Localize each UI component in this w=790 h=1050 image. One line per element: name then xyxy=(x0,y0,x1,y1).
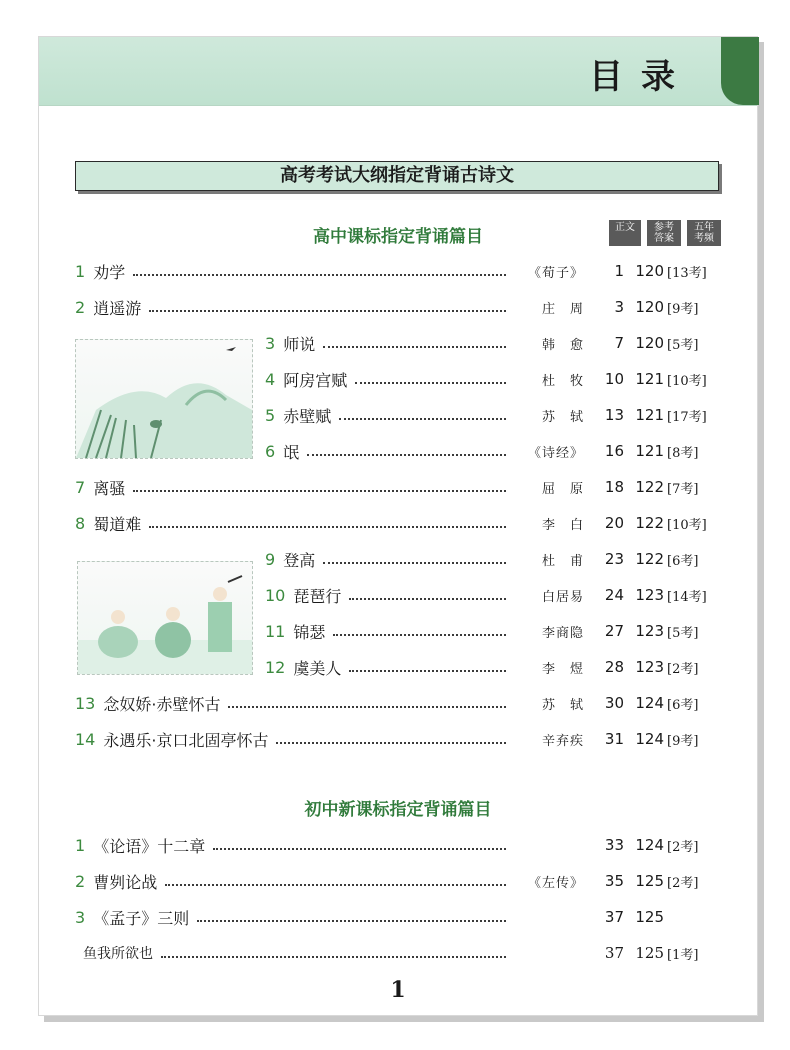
entry-author: 李 白 xyxy=(541,517,584,533)
entry-number: 1 xyxy=(75,835,86,855)
entry-title: 《孟子》三则 xyxy=(93,908,190,928)
entry-page-text: 30 xyxy=(604,694,624,712)
entry-page-text: 18 xyxy=(604,478,624,496)
leader-dots xyxy=(149,518,506,528)
leader-dots xyxy=(339,410,506,420)
entry-frequency: [10考] xyxy=(667,373,707,389)
entry-number: 10 xyxy=(265,585,286,605)
entry-author: 屈 原 xyxy=(541,481,584,497)
toc-entry[interactable] xyxy=(75,905,727,929)
entry-page-answer: 123 xyxy=(635,658,664,676)
entry-author: 杜 牧 xyxy=(541,373,584,389)
entry-title: 劝学 xyxy=(93,262,126,282)
entry-author: 杜 甫 xyxy=(541,553,584,569)
leader-dots xyxy=(133,266,506,276)
leader-dots xyxy=(349,662,506,672)
entry-number: 3 xyxy=(265,333,276,353)
toc-entry[interactable] xyxy=(265,655,727,679)
section-title-middle: 初中新课标指定背诵篇目 xyxy=(304,800,492,820)
entry-title: 蜀道难 xyxy=(93,514,142,534)
entry-frequency: [14考] xyxy=(667,589,707,605)
entry-number: 13 xyxy=(75,693,96,713)
entry-page-answer: 124 xyxy=(635,836,664,854)
entry-title: 逍遥游 xyxy=(93,298,142,318)
toc-entry[interactable] xyxy=(75,869,727,893)
entry-number: 14 xyxy=(75,729,96,749)
entry-page-text: 28 xyxy=(604,658,624,676)
entry-number: 11 xyxy=(265,621,286,641)
entry-number: 4 xyxy=(265,369,276,389)
entry-author: 《左传》 xyxy=(527,875,584,891)
entry-page-text: 13 xyxy=(604,406,624,424)
entry-page-answer: 125 xyxy=(635,872,664,890)
entry-page-text: 24 xyxy=(604,586,624,604)
entry-page-text: 7 xyxy=(614,334,624,352)
entry-number: 1 xyxy=(75,261,86,281)
entry-title: 阿房宫赋 xyxy=(283,370,348,390)
entry-number: 7 xyxy=(75,477,86,497)
entry-page-answer: 121 xyxy=(635,442,664,460)
leader-dots xyxy=(307,446,506,456)
entry-frequency: [6考] xyxy=(667,697,699,713)
entry-page-answer: 120 xyxy=(635,262,664,280)
column-tags xyxy=(609,220,721,246)
entry-number: 9 xyxy=(265,549,276,569)
entry-title: 虞美人 xyxy=(293,658,342,678)
figures-illustration xyxy=(77,561,253,675)
entry-number: 6 xyxy=(265,441,276,461)
entry-page-answer: 120 xyxy=(635,298,664,316)
entry-title: 登高 xyxy=(283,550,316,570)
toc-entry[interactable] xyxy=(75,833,727,857)
entry-number: 8 xyxy=(75,513,86,533)
entry-title: 锦瑟 xyxy=(293,622,326,642)
entry-frequency: [2考] xyxy=(667,875,699,891)
landscape-illustration xyxy=(75,339,253,459)
leader-dots xyxy=(355,374,506,384)
leader-dots xyxy=(165,876,506,886)
entry-page-answer: 123 xyxy=(635,622,664,640)
entry-frequency: [9考] xyxy=(667,733,699,749)
header-band xyxy=(39,37,757,106)
entry-frequency: [2考] xyxy=(667,839,699,855)
entry-page-text: 37 xyxy=(604,944,624,962)
entry-title: 《论语》十二章 xyxy=(93,836,206,856)
entry-frequency: [9考] xyxy=(667,301,699,317)
entry-frequency: [5考] xyxy=(667,337,699,353)
entry-frequency: [17考] xyxy=(667,409,707,425)
entry-frequency: [2考] xyxy=(667,661,699,677)
toc-entry[interactable] xyxy=(265,439,727,463)
entry-title: 赤壁赋 xyxy=(283,406,332,426)
entry-number: 12 xyxy=(265,657,286,677)
entry-number: 2 xyxy=(75,297,86,317)
entry-frequency: [1考] xyxy=(667,947,699,963)
leader-dots xyxy=(213,840,506,850)
col-tag-frequency: 五年考频 xyxy=(687,220,721,246)
entry-page-answer: 122 xyxy=(635,478,664,496)
toc-entry[interactable] xyxy=(75,259,727,283)
toc-entry[interactable] xyxy=(75,941,727,965)
entry-number: 5 xyxy=(265,405,276,425)
entry-author: 庄 周 xyxy=(541,301,584,317)
toc-entry[interactable] xyxy=(265,403,727,427)
leader-dots xyxy=(333,626,506,636)
leader-dots xyxy=(197,912,506,922)
entry-frequency: [5考] xyxy=(667,625,699,641)
entry-frequency: [6考] xyxy=(667,553,699,569)
entry-title: 曹刿论战 xyxy=(93,872,158,892)
entry-author: 白居易 xyxy=(541,589,584,605)
col-tag-answer: 参考答案 xyxy=(647,220,681,246)
entry-title: 离骚 xyxy=(93,478,126,498)
entry-page-text: 31 xyxy=(604,730,624,748)
toc-entry[interactable] xyxy=(265,583,727,607)
chapter-tab xyxy=(721,37,759,105)
col-tag-text: 正文 xyxy=(609,220,641,246)
leader-dots xyxy=(133,482,506,492)
toc-page xyxy=(38,36,758,1016)
toc-entry[interactable] xyxy=(75,727,727,751)
toc-entry[interactable] xyxy=(75,691,727,715)
entry-title: 永遇乐·京口北固亭怀古 xyxy=(103,730,269,750)
entry-page-answer: 120 xyxy=(635,334,664,352)
page-number: 1 xyxy=(390,977,406,1003)
leader-dots xyxy=(161,948,506,958)
entry-page-text: 33 xyxy=(604,836,624,854)
entry-author: 《诗经》 xyxy=(527,445,584,461)
entry-page-answer: 121 xyxy=(635,406,664,424)
leader-dots xyxy=(323,554,506,564)
toc-entry[interactable] xyxy=(75,475,727,499)
entry-page-text: 1 xyxy=(614,262,624,280)
leader-dots xyxy=(228,698,506,708)
entry-page-answer: 122 xyxy=(635,514,664,532)
entry-page-text: 16 xyxy=(604,442,624,460)
entry-page-text: 23 xyxy=(604,550,624,568)
entry-frequency: [8考] xyxy=(667,445,699,461)
section-banner: 高考考试大纲指定背诵古诗文 xyxy=(75,161,719,191)
toc-entry[interactable] xyxy=(75,511,727,535)
entry-page-answer: 121 xyxy=(635,370,664,388)
leader-dots xyxy=(323,338,506,348)
entry-title: 氓 xyxy=(283,442,300,462)
entry-number: 2 xyxy=(75,871,86,891)
toc-entry[interactable] xyxy=(265,547,727,571)
toc-entry[interactable] xyxy=(265,367,727,391)
entry-frequency: [7考] xyxy=(667,481,699,497)
entry-author: 苏 轼 xyxy=(541,697,584,713)
entry-title: 琵琶行 xyxy=(293,586,342,606)
entry-page-answer: 123 xyxy=(635,586,664,604)
entry-title: 师说 xyxy=(283,334,316,354)
entry-frequency: [10考] xyxy=(667,517,707,533)
page-title: 目录 xyxy=(589,57,693,97)
section-title-high: 高中课标指定背诵篇目 xyxy=(313,227,483,247)
entry-page-text: 10 xyxy=(604,370,624,388)
entry-page-answer: 125 xyxy=(635,908,664,926)
entry-title: 念奴娇·赤壁怀古 xyxy=(103,694,221,714)
entry-page-answer: 124 xyxy=(635,694,664,712)
entry-author: 李 煜 xyxy=(541,661,584,677)
entry-author: 李商隐 xyxy=(541,625,584,641)
entry-author: 辛弃疾 xyxy=(541,733,584,749)
entry-author: 苏 轼 xyxy=(541,409,584,425)
entry-page-answer: 122 xyxy=(635,550,664,568)
entry-page-text: 37 xyxy=(604,908,624,926)
leader-dots xyxy=(276,734,506,744)
toc-entry[interactable] xyxy=(265,331,727,355)
entry-page-text: 3 xyxy=(614,298,624,316)
entry-author: 《荀子》 xyxy=(527,265,584,281)
leader-dots xyxy=(349,590,506,600)
toc-entry[interactable] xyxy=(75,295,727,319)
toc-entry[interactable] xyxy=(265,619,727,643)
entry-title: 鱼我所欲也 xyxy=(83,946,153,962)
entry-number: 3 xyxy=(75,907,86,927)
entry-page-text: 20 xyxy=(604,514,624,532)
entry-page-text: 35 xyxy=(604,872,624,890)
leader-dots xyxy=(149,302,506,312)
entry-page-answer: 125 xyxy=(635,944,664,962)
entry-page-answer: 124 xyxy=(635,730,664,748)
entry-frequency: [13考] xyxy=(667,265,707,281)
entry-author: 韩 愈 xyxy=(541,337,584,353)
entry-page-text: 27 xyxy=(604,622,624,640)
